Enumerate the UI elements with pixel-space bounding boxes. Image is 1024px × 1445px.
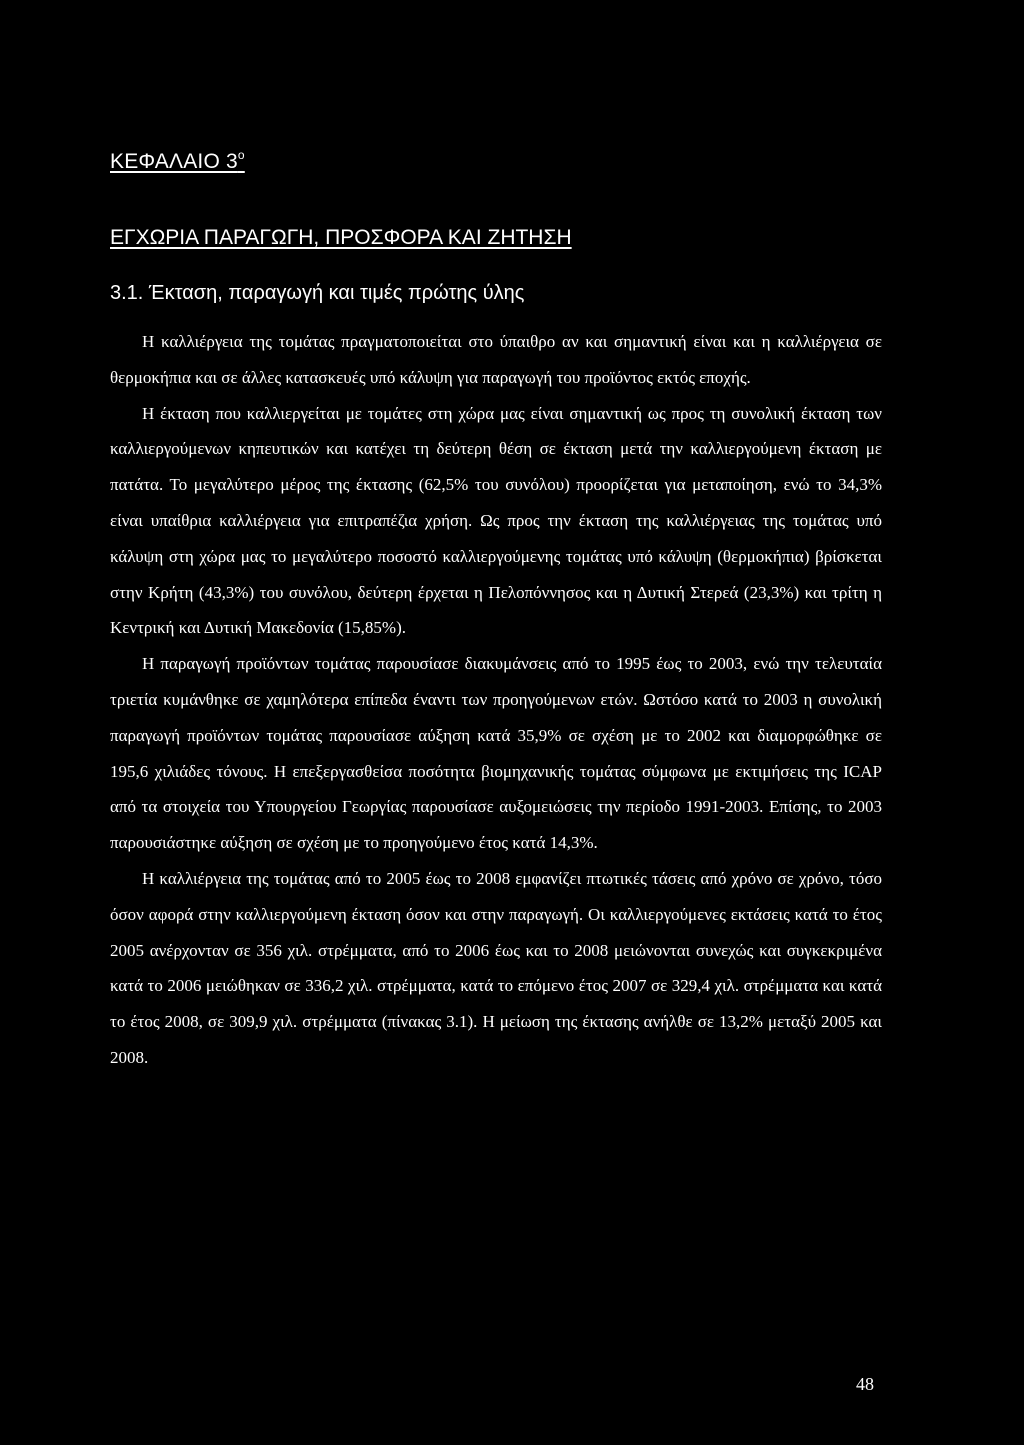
page-number: 48 [856, 1374, 874, 1394]
chapter-heading-text: ΚΕΦΑΛΑΙΟ 3 [110, 150, 238, 173]
paragraph-3: Η παραγωγή προϊόντων τομάτας παρουσίασε διακυμάνσεις από το 1995 έως το 2003, ενώ την τελευταία τριετία κυμάνθηκε σε χαμηλότερα επίπεδα έναντι των προηγούμενων ετών. Ωστόσο κατά το 2003 η συνολική παραγωγή προϊόντων τομάτας παρουσίασε αύξηση κατά 35,9% σε σχέση με το 2002 και διαμορφώθηκε σε 195,6 χιλιάδες τόνους. Η επεξεργασθείσα ποσότητα βιομηχανικής τομάτας σύμφωνα με εκτιμήσεις της ICAP από τα στοιχεία του Υπουργείου Γεωργίας παρουσίασε αυξομειώσεις την περίοδο 1991-2003. Επίσης, το 2003 παρουσιάστηκε αύξηση σε σχέση με το προηγούμενο έτος κατά 14,3%. [110, 654, 882, 853]
chapter-heading-superscript: ο [237, 148, 245, 162]
section-title: ΕΓΧΩΡΙΑ ΠΑΡΑΓΩΓΗ, ΠΡΟΣΦΟΡΑ ΚΑΙ ΖΗΤΗΣΗ [110, 226, 572, 249]
subsection-title: 3.1. Έκταση, παραγωγή και τιμές πρώτης ύλης [110, 282, 525, 304]
chapter-heading [110, 148, 245, 174]
paragraph-2: Η έκταση που καλλιεργείται με τομάτες στη χώρα μας είναι σημαντική ως προς τη συνολική έκταση των καλλιεργούμενων κηπευτικών και κατέχει τη δεύτερη θέση σε έκταση μετά την καλλιεργούμενη έκταση με πατάτα. Το μεγαλύτερο μέρος της έκτασης (62,5% του συνόλου) προορίζεται για μεταποίηση, ενώ το 34,3% είναι υπαίθρια καλλιέργεια για επιτραπέζια χρήση. Ως προς την έκταση της καλλιέργειας της τομάτας υπό κάλυψη στη χώρα μας το μεγαλύτερο ποσοστό καλλιεργούμενης τομάτας υπό κάλυψη (θερμοκήπια) βρίσκεται στην Κρήτη (43,3%) του συνόλου, δεύτερη έρχεται η Πελοπόννησος και η Δυτική Στερεά (23,3%) και τρίτη η Κεντρική και Δυτική Μακεδονία (15,85%). [110, 403, 882, 638]
paragraph-4: Η καλλιέργεια της τομάτας από το 2005 έως το 2008 εμφανίζει πτωτικές τάσεις από χρόνο σε χρόνο, τόσο όσον αφορά στην καλλιεργούμενη έκταση όσον και στην παραγωγή. Οι καλλιεργούμενες εκτάσεις κατά το έτος 2005 ανέρχονταν σε 356 χιλ. στρέμματα, από το 2006 έως και το 2008 μειώνονται συνεχώς και συγκεκριμένα κατά το 2006 μειώθηκαν σε 336,2 χιλ. στρέμματα, κατά το επόμενο έτος 2007 σε 329,4 χιλ. στρέμματα και κατά το έτος 2008, σε 309,9 χιλ. στρέμματα (πίνακας 3.1). Η μείωση της έκτασης ανήλθε σε 13,2% μεταξύ 2005 και 2008. [110, 868, 882, 1067]
body-text [110, 324, 882, 1076]
paragraph-1: Η καλλιέργεια της τομάτας πραγματοποιείται στο ύπαιθρο αν και σημαντική είναι και η καλλιέργεια σε θερμοκήπια και σε άλλες κατασκευές υπό κάλυψη για παραγωγή του προϊόντος εκτός εποχής. [110, 332, 882, 387]
